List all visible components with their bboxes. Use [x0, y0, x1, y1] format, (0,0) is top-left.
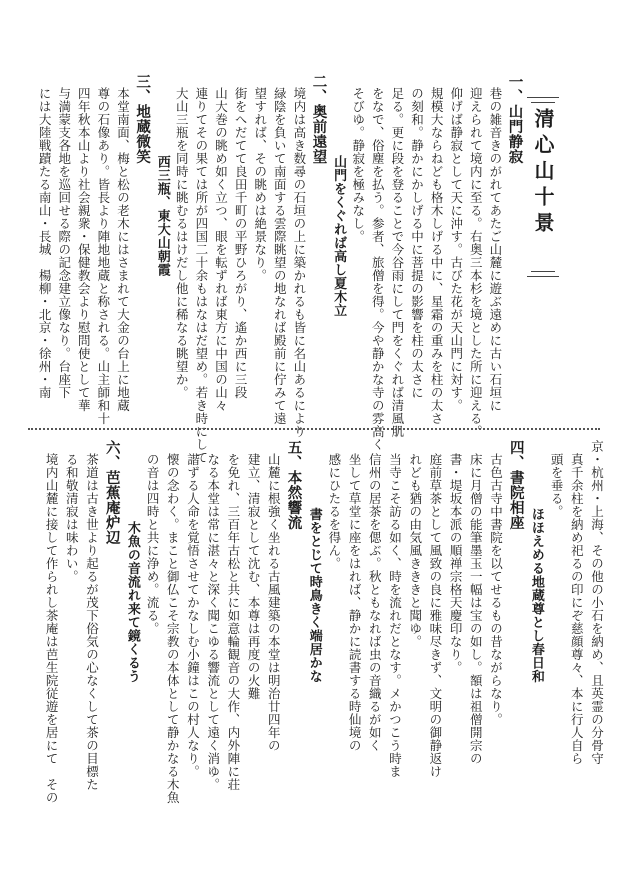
text-line: 境内山麓に接して作られし茶庵は芭生院従遊を居にて その — [44, 440, 60, 804]
section-heading: 二、奥前遠望 — [310, 74, 328, 164]
text-line: 頭を垂る。 — [549, 440, 565, 518]
text-line: 四年秋本山より社会親衆・保健教会より慰問使として華 — [76, 74, 92, 412]
text-line: なる本堂は常に湛々と深く聞こゆる響流として遠く消ゆ。 — [205, 440, 221, 791]
section-heading: 六、芭蕉庵炉辺 — [103, 440, 121, 545]
text-line: る和敬清寂は味わい。 — [64, 440, 80, 583]
text-line: 懐の念わく。まこと御仏こそ宗教の本体として静かなる木魚 — [165, 440, 181, 804]
section-heading: 三、地蔵微笑 — [134, 74, 152, 164]
text-line: 足る。更に段を登ることで今谷雨にして門をくぐれば清風肌 — [389, 74, 405, 438]
text-line: をなで、俗塵を払う。参者、旅僧を得。今や静かな寺の雰高く — [370, 74, 386, 451]
haiku-line: 山門をくぐれば高し夏木立 — [331, 74, 347, 317]
text-line: 床に月僧の能筆墨玉一幅は宝の如し。額は祖僧開宗の — [468, 440, 484, 765]
text-line: 大山三瓶を同時に眺むるはけだし他に稀なる眺望か。 — [174, 74, 190, 399]
text-line: には大陸戦蹟たる南山・長城 楊柳・北京・徐州・南 — [37, 74, 53, 399]
text-line: 規模大ならねども格木しげる中に、星霜の重みを柱の太さ — [429, 74, 445, 425]
text-line: 庭前草茶として風致の良に雅味尽きず、文明の御静返け — [427, 440, 443, 778]
text-line: 街をへだてて良田千町の平野ひろがり、遙か西に三段 — [233, 74, 249, 399]
text-line: そびゆ。静寂を極みなし。 — [350, 74, 366, 243]
text-line: れども猶の由気風きききと聞ゆ。 — [407, 440, 423, 648]
text-line: の刻和。静かにかしげる中に菩提の影響を柱の太さに — [409, 74, 425, 399]
text-line: 尊の石像あり。皆長より陣地地蔵と称される。山主師和十 — [95, 74, 111, 425]
section-divider — [28, 428, 600, 430]
text-line: 古色古寺中書院を以てせるもの昔ながらなり。 — [488, 440, 504, 726]
text-line: 本堂南面、梅と松の老木にはさまれて大金の台上に地蔵 — [115, 74, 131, 412]
text-line: 感にひたるを得ん。 — [326, 440, 342, 570]
text-line: 与満蒙支各地を巡回せる際の記念建立像なり。台座下 — [56, 74, 72, 399]
text-line: 巷の雑音きのがれてあたご山麓に遊ぶ遠めに古い石垣に — [487, 74, 503, 412]
haiku-line: 木魚の音流れ来て鏡くるう — [124, 440, 140, 683]
text-line: 茶道は古き世より起るが茂下俗気の心なくして茶の目標た — [84, 440, 100, 791]
text-line: 緑陰を負いて南面する雲際眺望の地なれば殿前に佇みて遠 — [272, 74, 288, 425]
haiku-line: 書をとじて時鳥きく端居かな — [306, 440, 322, 683]
text-line: 建立、清寂として沈む、本尊は再度の火難 — [246, 440, 262, 700]
text-line: 迎えられて境内に至る。右奥三本杉を境とした所に迎える。 — [468, 74, 484, 438]
section-heading: 四、書院相座 — [507, 440, 525, 530]
text-line: 坐して草堂に座をはれば、静かに読書する時仙境の — [347, 440, 363, 752]
text-line: 境内は高き数尋の石垣の上に築かれるも皆に名山あるにより — [291, 74, 307, 438]
text-line: の音は四時と共に浄め。流る。 — [145, 440, 161, 635]
text-line: 連りてその果ては所が四国二十余もはなはだ望め。若き時にして — [193, 74, 209, 464]
text-line: 真千余柱を納め祀るの印にぞ慈顔尊々、本に行人自ら — [569, 440, 585, 765]
text-line: を免れ、三百年古松と共に如意輪観音の大作、内外陣に荘 — [225, 440, 241, 791]
haiku-line: 西三瓶、東大山朝霞 — [154, 74, 170, 277]
text-line: 書・堤坂本派の順禅宗格天慶印なり。 — [448, 440, 464, 674]
text-line: 山大巻の眺め如く立つ、眼を転ずれば東方に中国の山々 — [213, 74, 229, 412]
text-line: 信州の居茶を偲ぶ。秋ともなれば虫の音織るが如く — [367, 440, 383, 752]
haiku-line: ほほえめる地蔵尊とし春日和 — [528, 440, 544, 683]
page-title: 清心山十景 — [531, 108, 555, 238]
text-line: 京・杭州・上海、その他の小石を納め、且英霊の分骨守 — [589, 440, 605, 765]
text-line: 諧ずる人命を覚悟させてかなしむ小鐘はこの村人なり。 — [185, 440, 201, 778]
text-line: 仰げば静寂として天に沖す。古びた花が天山門に対す。 — [448, 74, 464, 412]
section-heading: 五、本然響流 — [285, 440, 303, 530]
section-heading: 一、山門静寂 — [506, 74, 524, 164]
text-line: 望すれば、その眺めは絶景なり。 — [252, 74, 268, 282]
text-line: 当寺こそ訪る如く、時を流れだとなす。メかつこう時ま — [387, 440, 403, 778]
text-line: 山麓に根強く坐れる古風建築の本堂は明治廿四年の — [266, 440, 282, 752]
